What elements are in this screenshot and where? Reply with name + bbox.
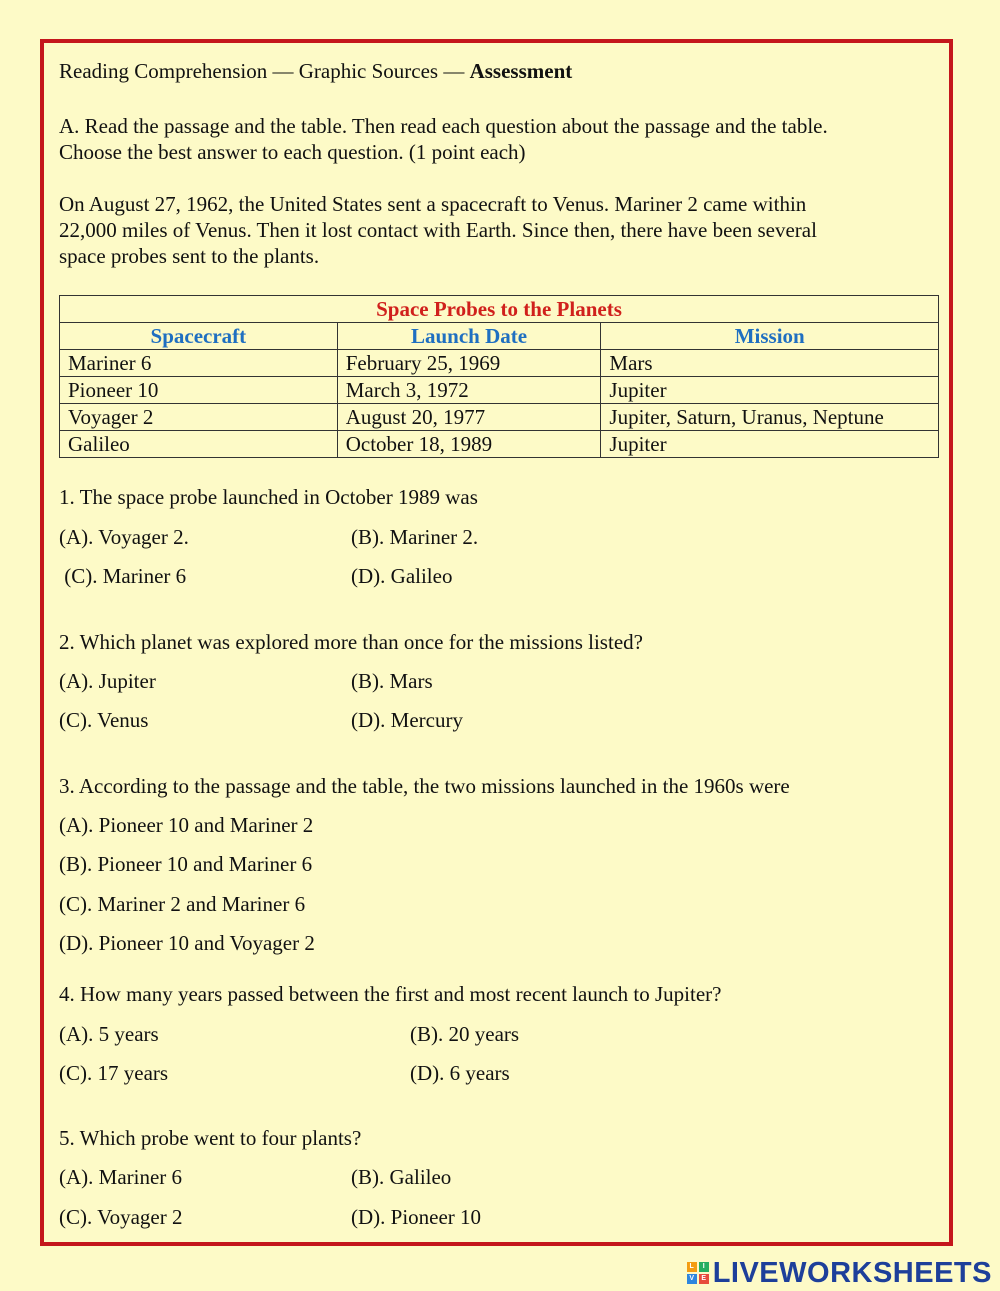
- question-1-option-d[interactable]: (D). Galileo: [351, 564, 453, 588]
- question-2-option-d[interactable]: (D). Mercury: [351, 708, 463, 732]
- question-3-option-b[interactable]: (B). Pioneer 10 and Mariner 6: [59, 852, 313, 876]
- question-5-option-c[interactable]: (C). Voyager 2: [59, 1205, 183, 1229]
- header-mission: Mission: [601, 323, 939, 350]
- question-5: 5. Which probe went to four plants?: [59, 1126, 362, 1150]
- table-cell: October 18, 1989: [337, 431, 601, 458]
- passage-line-1: On August 27, 1962, the United States sent a spacecraft to Venus. Mariner 2 came within: [59, 192, 807, 216]
- space-probes-table: [59, 295, 939, 458]
- table-cell: February 25, 1969: [337, 350, 601, 377]
- question-4-option-d[interactable]: (D). 6 years: [410, 1061, 510, 1085]
- logo-mark-letter: E: [699, 1274, 709, 1284]
- passage: [59, 191, 939, 269]
- title-bold: Assessment: [469, 59, 573, 83]
- instructions-line-1: A. Read the passage and the table. Then read each question about the passage and the table.: [59, 114, 828, 138]
- question-3: 3. According to the passage and the table, the two missions launched in the 1960s were: [59, 774, 790, 798]
- question-2-option-a[interactable]: (A). Jupiter: [59, 669, 156, 693]
- table-row: [60, 404, 939, 431]
- logo-mark-letter: I: [699, 1262, 709, 1272]
- table-cell: August 20, 1977: [337, 404, 601, 431]
- question-3-option-a[interactable]: (A). Pioneer 10 and Mariner 2: [59, 813, 314, 837]
- table-row: [60, 377, 939, 404]
- logo-text: LIVEWORKSHEETS: [712, 1256, 992, 1289]
- question-2: 2. Which planet was explored more than once for the missions listed?: [59, 630, 643, 654]
- question-3-option-c[interactable]: (C). Mariner 2 and Mariner 6: [59, 892, 306, 916]
- question-4: 4. How many years passed between the first and most recent launch to Jupiter?: [59, 982, 722, 1006]
- question-1-option-b[interactable]: (B). Mariner 2.: [351, 525, 479, 549]
- question-1-option-c[interactable]: (C). Mariner 6: [59, 564, 187, 588]
- table-cell: Jupiter, Saturn, Uranus, Neptune: [601, 404, 939, 431]
- question-1: 1. The space probe launched in October 1989 was: [59, 485, 478, 509]
- logo-mark-letter: L: [687, 1262, 697, 1272]
- table-cell: Pioneer 10: [60, 377, 338, 404]
- question-3-option-d[interactable]: (D). Pioneer 10 and Voyager 2: [59, 931, 315, 955]
- table-caption: Space Probes to the Planets: [60, 296, 939, 323]
- table-row: [60, 350, 939, 377]
- question-2-option-b[interactable]: (B). Mars: [351, 669, 433, 693]
- title-prefix: Reading Comprehension — Graphic Sources —: [59, 59, 470, 83]
- instructions: [59, 113, 939, 165]
- logo-mark-icon: [687, 1262, 709, 1284]
- table-cell: Jupiter: [601, 377, 939, 404]
- table-cell: Galileo: [60, 431, 338, 458]
- table-cell: Voyager 2: [60, 404, 338, 431]
- table-cell: Mariner 6: [60, 350, 338, 377]
- page-title: [59, 59, 572, 84]
- question-5-option-a[interactable]: (A). Mariner 6: [59, 1165, 183, 1189]
- table-header-row: [60, 323, 939, 350]
- question-4-option-c[interactable]: (C). 17 years: [59, 1061, 169, 1085]
- question-2-option-c[interactable]: (C). Venus: [59, 708, 149, 732]
- question-5-option-d[interactable]: (D). Pioneer 10: [351, 1205, 482, 1229]
- question-1-option-a[interactable]: (A). Voyager 2.: [59, 525, 189, 549]
- table-row: [60, 431, 939, 458]
- header-spacecraft: Spacecraft: [60, 323, 338, 350]
- passage-line-3: space probes sent to the plants.: [59, 244, 320, 268]
- question-5-option-b[interactable]: (B). Galileo: [351, 1165, 452, 1189]
- liveworksheets-logo: [687, 1257, 992, 1289]
- question-4-option-b[interactable]: (B). 20 years: [410, 1022, 520, 1046]
- table-cell: Mars: [601, 350, 939, 377]
- question-4-option-a[interactable]: (A). 5 years: [59, 1022, 159, 1046]
- table-cell: Jupiter: [601, 431, 939, 458]
- table-cell: March 3, 1972: [337, 377, 601, 404]
- header-launch-date: Launch Date: [337, 323, 601, 350]
- passage-line-2: 22,000 miles of Venus. Then it lost contact with Earth. Since then, there have been several: [59, 218, 817, 242]
- logo-mark-letter: V: [687, 1274, 697, 1284]
- instructions-line-2: Choose the best answer to each question. (1 point each): [59, 140, 526, 164]
